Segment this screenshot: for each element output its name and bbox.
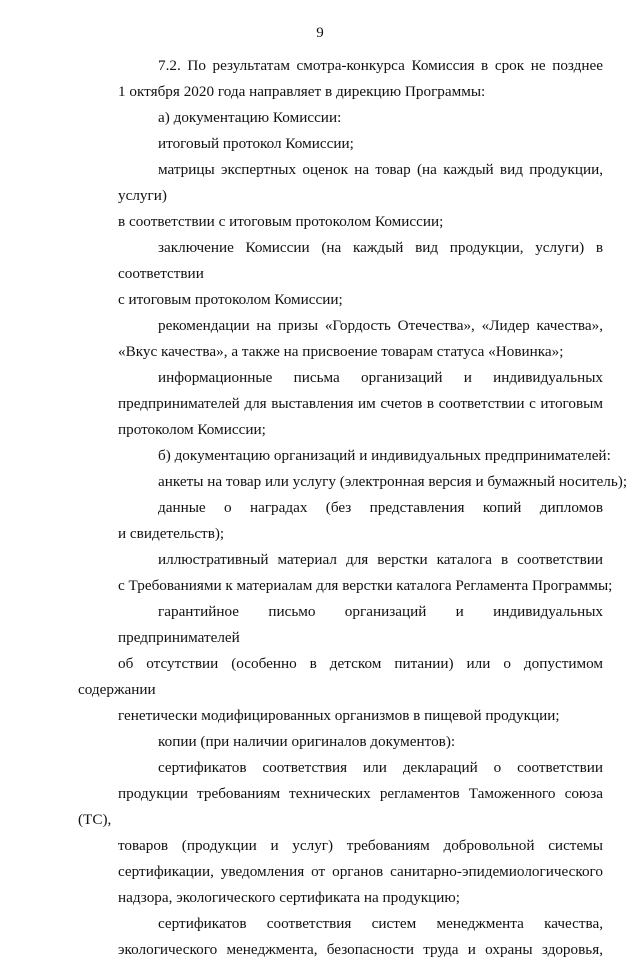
text-line: сертификатов соответствия систем менеджмента качества, — [158, 915, 603, 932]
text-line: заключение Комиссии (на каждый вид продукции, услуги) в соответствии — [118, 239, 603, 282]
text-line: с Требованиями к материалам для верстки каталога Регламента Программы; — [118, 577, 613, 594]
paragraph-final-protocol — [78, 131, 603, 157]
text-line: сертификации, уведомления от органов санитарно-эпидемиологического — [118, 863, 603, 880]
text-line: продукции требованиям технических регламентов Таможенного союза (ТС), — [78, 785, 603, 828]
text-line: иллюстративный материал для верстки каталога в соответствии — [158, 551, 603, 568]
text-line: в соответствии с итоговым протоколом Комиссии; — [118, 213, 444, 230]
text-line: надзора, экологического сертификата на продукцию; — [118, 889, 460, 906]
paragraph-expert-matrices — [78, 157, 603, 235]
text-line: сертификатов соответствия или деклараций о соответствии — [158, 759, 603, 776]
paragraph-questionnaires — [78, 469, 628, 495]
text-line: генетически модифицированных организмов в пищевой продукции; — [118, 707, 560, 724]
paragraph-guarantee-letter — [78, 599, 603, 729]
text-line: копии (при наличии оригиналов документов): — [158, 733, 456, 750]
paragraph-commission-conclusion — [78, 235, 603, 313]
text-line: б) документацию организаций и индивидуальных предпринимателей: — [158, 447, 611, 464]
document-body — [78, 53, 628, 963]
text-line: 1 октября 2020 года направляет в дирекцию Программы: — [118, 83, 486, 100]
paragraph-illustrative-material — [78, 547, 613, 599]
text-line: об отсутствии (особенно в детском питании) или о допустимом содержании — [78, 655, 603, 698]
paragraph-7-2 — [78, 53, 603, 105]
paragraph-prize-recommendations — [78, 313, 603, 365]
text-line: «Вкус качества», а также на присвоение товарам статуса «Новинка»; — [118, 343, 564, 360]
text-line: товаров (продукции и услуг) требованиям добровольной системы — [118, 837, 603, 854]
page-number: 9 — [316, 25, 324, 41]
text-line: и свидетельств); — [118, 525, 225, 542]
text-line: с итоговым протоколом Комиссии; — [118, 291, 343, 308]
paragraph-management-certificates — [78, 911, 603, 963]
text-line: итоговый протокол Комиссии; — [158, 135, 354, 152]
paragraph-copies-heading — [78, 729, 603, 755]
paragraph-org-docs-heading — [78, 443, 611, 469]
text-line: а) документацию Комиссии: — [158, 109, 342, 126]
text-line: рекомендации на призы «Гордость Отечества», «Лидер качества», — [158, 317, 603, 334]
text-line: 7.2. По результатам смотра-конкурса Комиссия в срок не позднее — [158, 57, 603, 74]
paragraph-awards-data — [78, 495, 603, 547]
text-line: анкеты на товар или услугу (электронная версия и бумажный носитель); — [158, 473, 628, 490]
paragraph-commission-docs-heading — [78, 105, 603, 131]
paragraph-certificates-conformity — [78, 755, 603, 911]
text-line: информационные письма организаций и индивидуальных — [158, 369, 603, 386]
text-line: данные о наградах (без представления копий дипломов — [158, 499, 603, 516]
text-line: протоколом Комиссии; — [118, 421, 266, 438]
text-line: предпринимателей для выставления им счетов в соответствии с итоговым — [118, 395, 603, 412]
text-line: экологического менеджмента, безопасности труда и охраны здоровья, — [118, 941, 603, 958]
paragraph-info-letters — [78, 365, 603, 443]
text-line: гарантийное письмо организаций и индивидуальных предпринимателей — [118, 603, 603, 646]
text-line: матрицы экспертных оценок на товар (на каждый вид продукции, услуги) — [118, 161, 603, 204]
